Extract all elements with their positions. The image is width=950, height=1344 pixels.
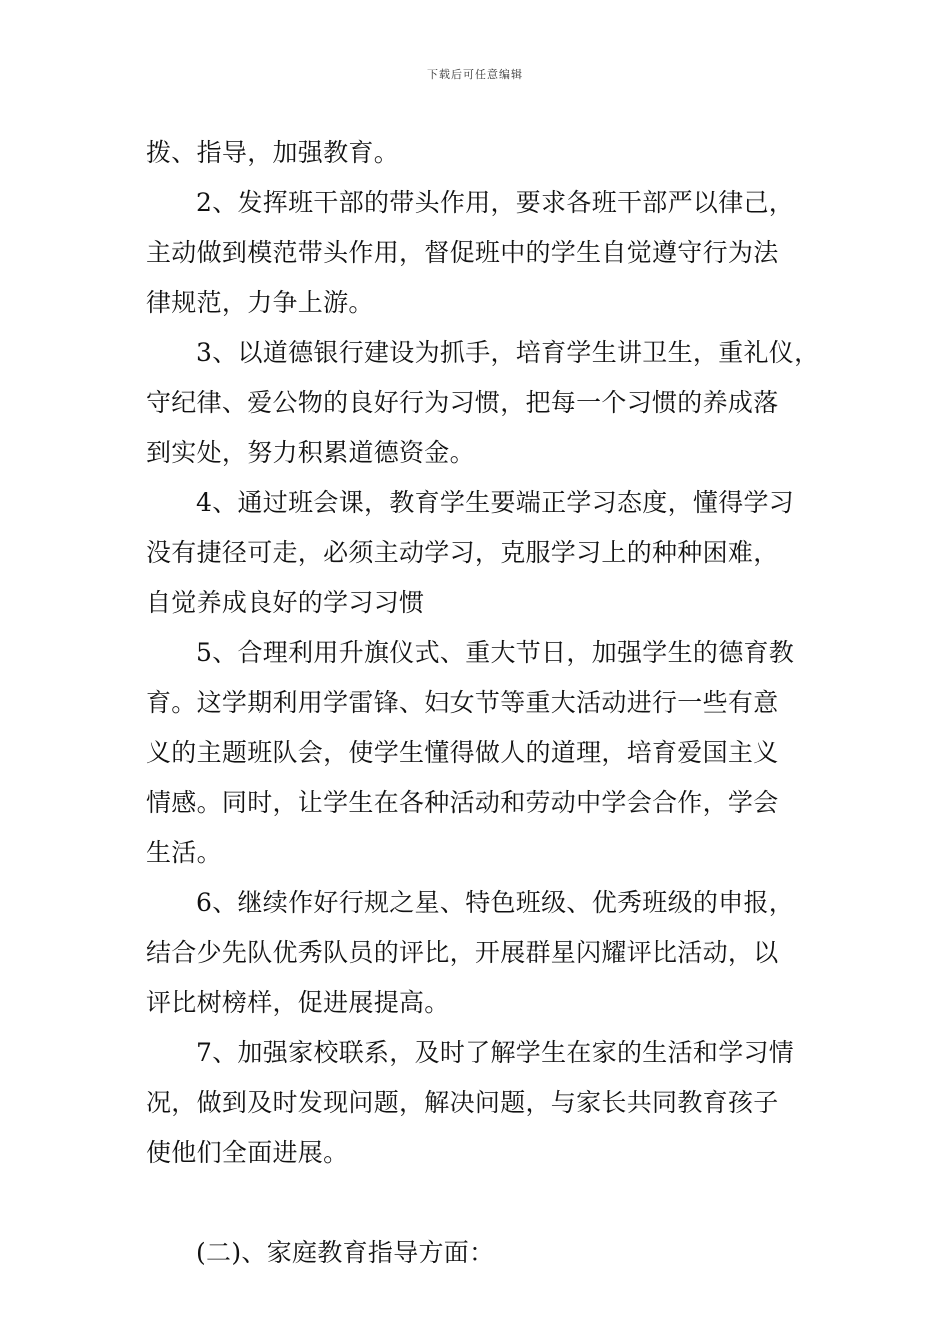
text-line: 主动做到模范带头作用，督促班中的学生自觉遵守行为法 (146, 238, 779, 267)
text-line: 使他们全面进展。 (146, 1138, 349, 1167)
section-heading: (二)、家庭教育指导方面： (196, 1238, 495, 1267)
text-line: 2、发挥班干部的带头作用，要求各班干部严以律己， (196, 188, 795, 217)
page-header: 下载后可任意编辑 (427, 68, 523, 81)
text-line: 3、以道德银行建设为抓手，培育学生讲卫生，重礼仪， (196, 338, 820, 367)
text-line: 自觉养成良好的学习习惯 (146, 588, 425, 617)
text-line: 4、通过班会课，教育学生要端正学习态度，懂得学习 (196, 488, 795, 517)
text-line: 况，做到及时发现问题，解决问题，与家长共同教育孩子 (146, 1088, 779, 1117)
paragraph-gap (146, 1178, 811, 1228)
text-line: 没有捷径可走，必须主动学习，克服学习上的种种困难， (146, 538, 779, 567)
text-line: 育。这学期利用学雷锋、妇女节等重大活动进行一些有意 (146, 688, 779, 717)
text-line: 律规范，力争上游。 (146, 288, 374, 317)
text-line: 6、继续作好行规之星、特色班级、优秀班级的申报， (196, 888, 795, 917)
text-line: 结合少先队优秀队员的评比，开展群星闪耀评比活动，以 (146, 938, 779, 967)
text-line: 到实处，努力积累道德资金。 (146, 438, 475, 467)
text-line: 评比树榜样，促进展提高。 (146, 988, 450, 1017)
text-line: 生活。 (146, 838, 222, 867)
text-line: 守纪律、爱公物的良好行为习惯，把每一个习惯的养成落 (146, 388, 779, 417)
text-line: 7、加强家校联系，及时了解学生在家的生活和学习情 (196, 1038, 795, 1067)
text-line: 5、合理利用升旗仪式、重大节日，加强学生的德育教 (196, 638, 795, 667)
document-body (146, 128, 820, 1278)
text-line: 拨、指导，加强教育。 (146, 138, 400, 167)
text-line: 情感。同时，让学生在各种活动和劳动中学会合作，学会 (146, 788, 779, 817)
text-line: 义的主题班队会，使学生懂得做人的道理，培育爱国主义 (146, 738, 779, 767)
